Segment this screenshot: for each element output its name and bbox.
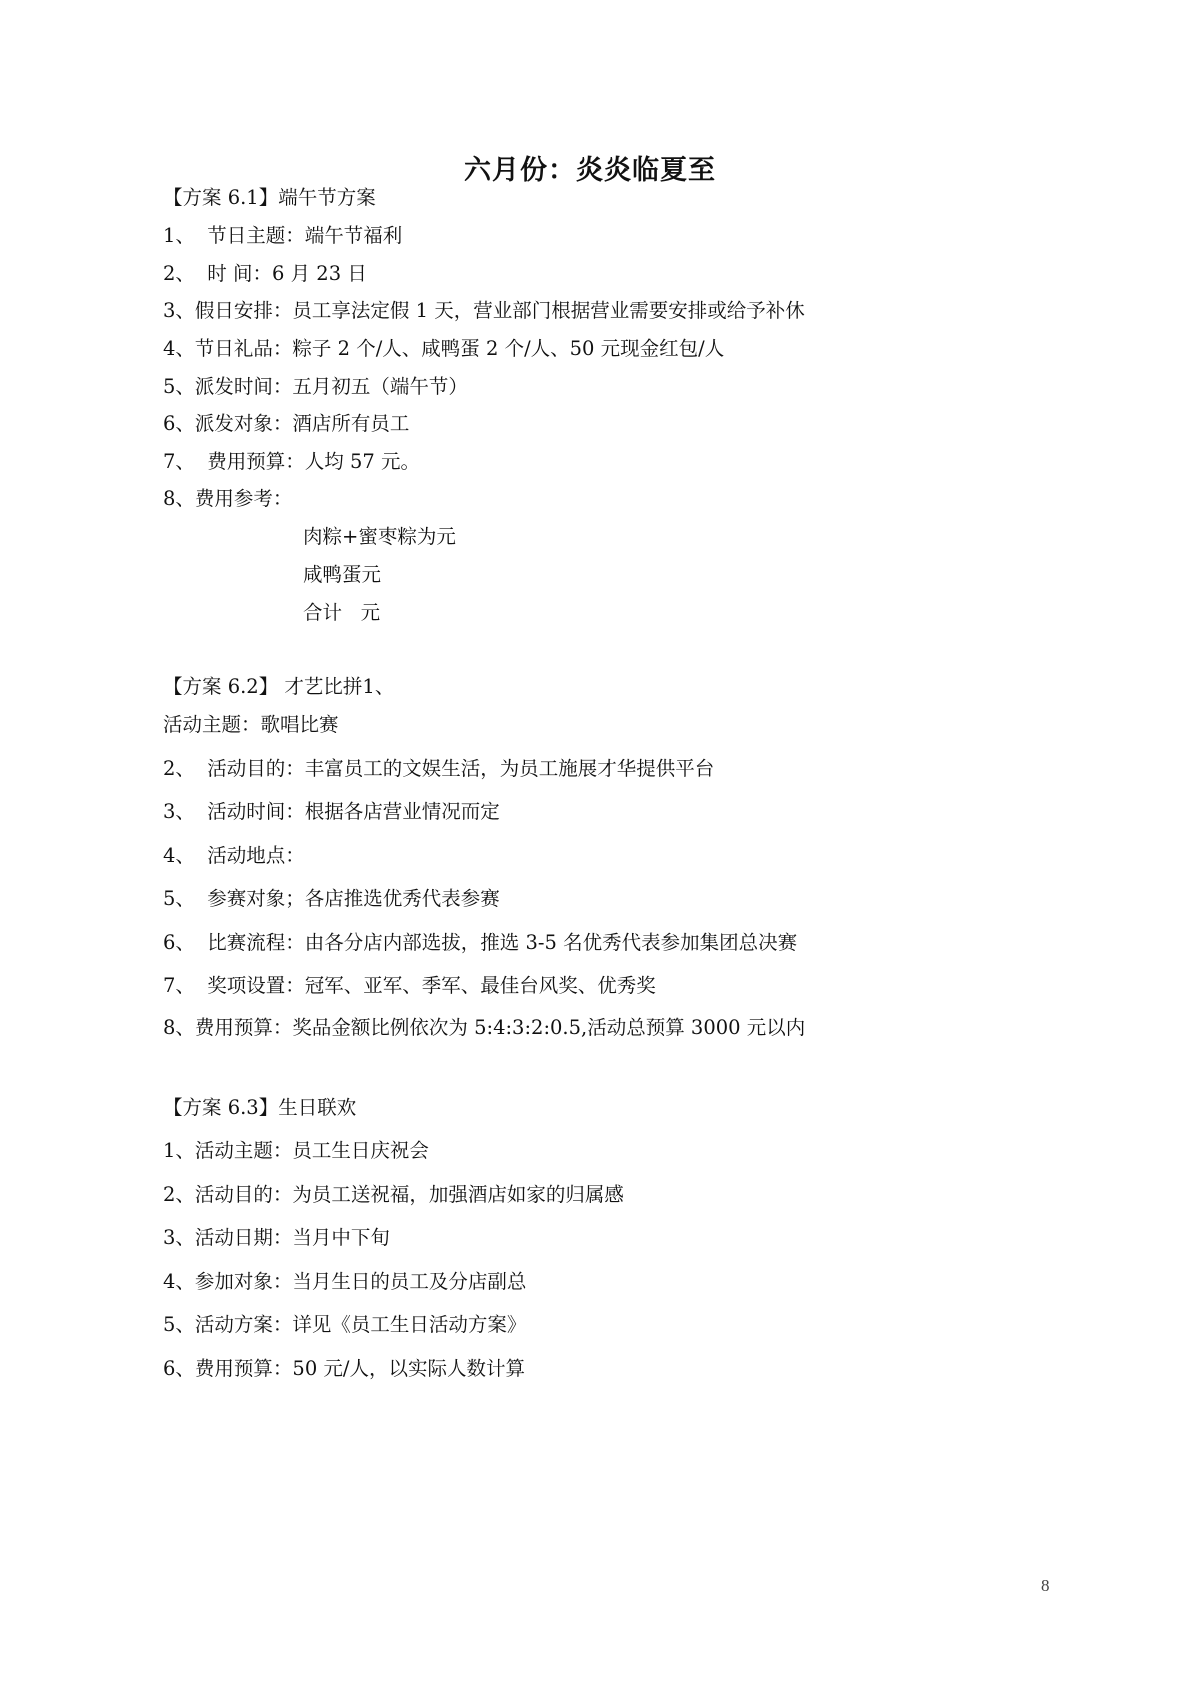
list-item: 5、活动方案：详见《员工生日活动方案》: [163, 1313, 527, 1336]
section-heading-6-2: 【方案 6.2】 才艺比拼1、: [163, 675, 395, 698]
list-item: 5、 参赛对象；各店推选优秀代表参赛: [163, 887, 500, 910]
page-title: 六月份：炎炎临夏至: [464, 155, 716, 186]
list-item: 1、 节日主题：端午节福利: [163, 224, 403, 247]
cost-line: 咸鸭蛋元: [303, 563, 382, 586]
list-item: 6、 比赛流程：由各分店内部选拔，推选 3-5 名优秀代表参加集团总决赛: [163, 931, 798, 954]
list-item: 5、派发时间：五月初五（端午节）: [163, 375, 468, 398]
list-item: 4、参加对象：当月生日的员工及分店副总: [163, 1270, 527, 1293]
list-item: 2、 活动目的：丰富员工的文娱生活，为员工施展才华提供平台: [163, 757, 715, 780]
list-item: 8、费用预算：奖品金额比例依次为 5:4:3:2:0.5,活动总预算 3000 元以内: [163, 1016, 806, 1039]
list-item: 3、 活动时间：根据各店营业情况而定: [163, 800, 500, 823]
list-item: 活动主题：歌唱比赛: [163, 713, 339, 736]
list-item: 6、派发对象：酒店所有员工: [163, 412, 410, 435]
list-item: 4、节日礼品：粽子 2 个/人、咸鸭蛋 2 个/人、50 元现金红包/人: [163, 337, 725, 360]
list-item: 7、 奖项设置：冠军、亚军、季军、最佳台风奖、优秀奖: [163, 974, 656, 997]
list-item: 4、 活动地点：: [163, 844, 305, 867]
list-item: 1、活动主题：员工生日庆祝会: [163, 1139, 429, 1162]
list-item: 8、费用参考：: [163, 487, 293, 510]
cost-line: 肉粽+蜜枣粽为元: [303, 525, 456, 548]
list-item: 3、假日安排：员工享法定假 1 天，营业部门根据营业需要安排或给予补休: [163, 299, 805, 322]
list-item: 6、费用预算：50 元/人，以实际人数计算: [163, 1357, 525, 1380]
cost-line: 合计 元: [303, 601, 381, 624]
section-heading-6-1: 【方案 6.1】端午节方案: [163, 186, 376, 209]
section-heading-6-3: 【方案 6.3】生日联欢: [163, 1096, 357, 1119]
list-item: 3、活动日期：当月中下旬: [163, 1226, 390, 1249]
list-item: 2、活动目的：为员工送祝福，加强酒店如家的归属感: [163, 1183, 624, 1206]
page-number: 8: [1041, 1576, 1050, 1595]
list-item: 2、 时 间：6 月 23 日: [163, 262, 367, 285]
list-item: 7、 费用预算：人均 57 元。: [163, 450, 421, 473]
